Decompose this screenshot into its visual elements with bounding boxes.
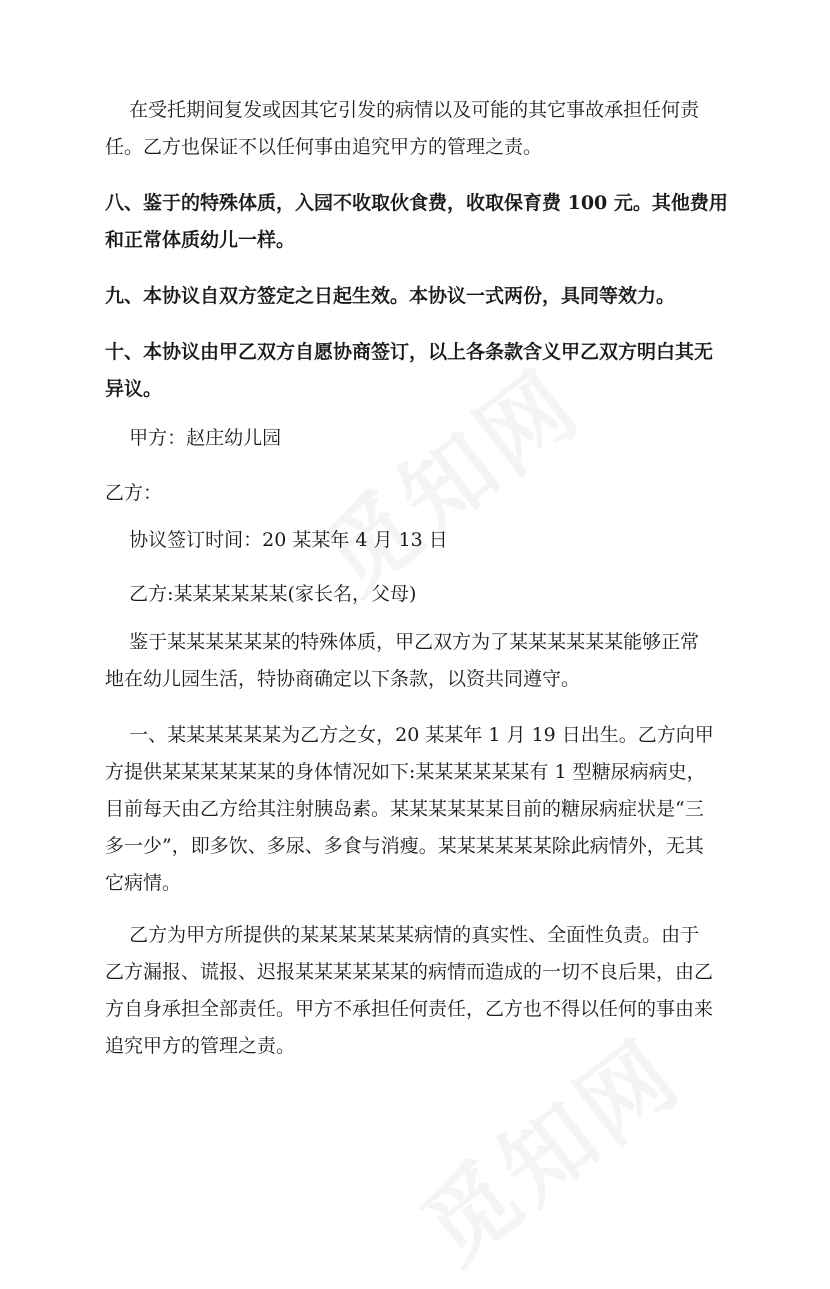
text-line: 协议签订时间：20 某某年 4 月 13 日 <box>105 529 448 551</box>
clause-eight <box>105 185 730 259</box>
text-line: 方提供某某某某某某的身体情况如下:某某某某某某有 1 型糖尿病病史， <box>105 761 706 783</box>
text-line: 异议。 <box>105 378 163 400</box>
text-line: 一、某某某某某某为乙方之女，20 某某年 1 月 19 日出生。乙方向甲 <box>105 724 714 746</box>
text-line: 九、本协议自双方签定之日起生效。本协议一式两份，具同等效力。 <box>105 285 676 307</box>
text-line: 地在幼儿园生活，特协商确定以下条款，以资共同遵守。 <box>105 668 581 690</box>
text-line: 乙方漏报、谎报、迟报某某某某某某的病情而造成的一切不良后果，由乙 <box>105 961 714 983</box>
text-line: 目前每天由乙方给其注射胰岛素。某某某某某某目前的糖尿病症状是“三 <box>105 798 704 820</box>
clause-nine <box>105 278 730 315</box>
clause-one <box>105 717 730 902</box>
clause-ten <box>105 334 730 408</box>
party-a-signature <box>105 420 730 457</box>
party-b-name <box>105 576 730 613</box>
text-line: 十、本协议由甲乙双方自愿协商签订，以上各条款含义甲乙双方明白其无 <box>105 341 714 363</box>
text-line: 任。乙方也保证不以任何事由追究甲方的管理之责。 <box>105 136 543 158</box>
paragraph-liability-continued <box>105 92 730 166</box>
preamble-paragraph <box>105 624 730 698</box>
text-line: 它病情。 <box>105 872 182 894</box>
text-line: 和正常体质幼儿一样。 <box>105 229 296 251</box>
text-line: 乙方为甲方所提供的某某某某某某病情的真实性、全面性负责。由于 <box>105 924 700 946</box>
signing-date <box>105 522 730 559</box>
text-line: 在受托期间复发或因其它引发的病情以及可能的其它事故承担任何责 <box>105 99 700 121</box>
text-line: 方自身承担全部责任。甲方不承担任何责任，乙方也不得以任何的事由来 <box>105 998 714 1020</box>
text-line: 八、鉴于的特殊体质，入园不收取伙食费，收取保育费 100 元。其他费用 <box>105 192 728 214</box>
text-line: 鉴于某某某某某某的特殊体质，甲乙双方为了某某某某某某能够正常 <box>105 631 700 653</box>
party-b-signature <box>105 475 730 512</box>
responsibility-paragraph <box>105 917 730 1065</box>
text-line: 追究甲方的管理之责。 <box>105 1035 296 1057</box>
text-line: 乙方:某某某某某某(家长名，父母) <box>105 583 417 605</box>
text-line: 乙方： <box>105 482 163 504</box>
text-line: 甲方：赵庄幼儿园 <box>105 427 282 449</box>
text-line: 多一少”，即多饮、多尿、多食与消瘦。某某某某某某除此病情外，无其 <box>105 835 704 857</box>
